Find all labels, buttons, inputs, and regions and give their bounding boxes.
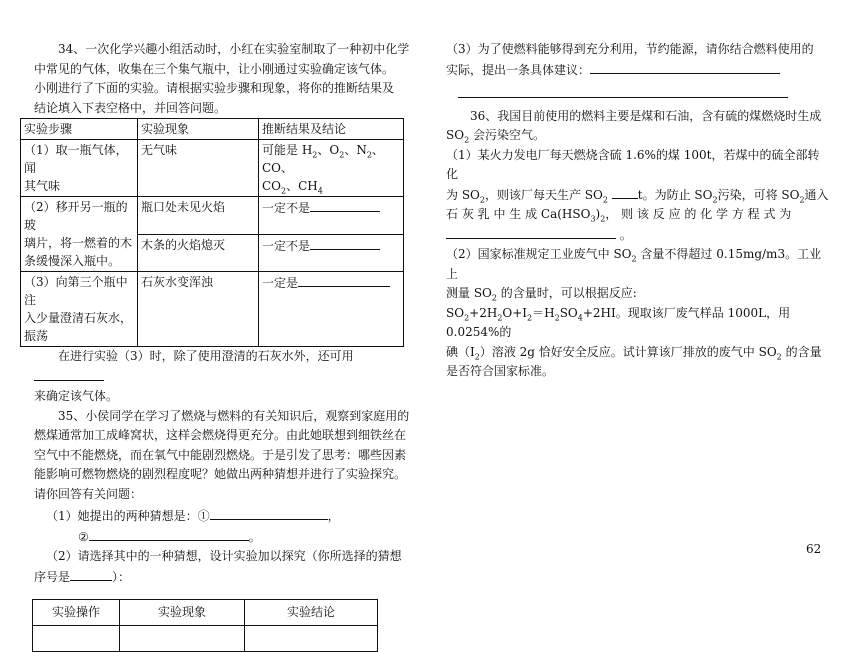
- answer-cell[interactable]: [33, 626, 120, 652]
- q35-3-line3: [446, 84, 830, 105]
- right-column: [446, 40, 830, 382]
- answer-blank[interactable]: [612, 185, 638, 199]
- q35-table: [32, 599, 378, 652]
- q36-p1-line1: （1）某火力发电厂每天燃烧含硫 1.6%的煤 100t，若煤中的硫全部转化: [446, 147, 820, 181]
- q34-table: [20, 118, 404, 347]
- q36-p2-line3: $SO_2+2H_2O+I_2=H_2SO_4+2HI$。现取该厂废气样品 1000L，用 0.0254%的: [446, 305, 791, 339]
- table-row: [21, 272, 404, 347]
- q36-line2: $SO_2$ 会污染空气。: [446, 128, 545, 145]
- phenomenon-cell: 无气味: [138, 140, 259, 197]
- answer-blank[interactable]: [446, 225, 616, 239]
- answer-cell[interactable]: [120, 626, 245, 652]
- q36-p2-line1: （2）国家标准规定工业废气中 $SO_2$ 含量不得超过 0.15mg/m3。工业上: [446, 247, 822, 281]
- q34-intro-line3: 小刚进行了下面的实验。请根据实验步骤和现象，将你的推断结果及: [34, 81, 395, 95]
- q35-line1: 35、小侯同学在学习了燃烧与燃料的有关知识后，观察到家庭用的: [58, 408, 410, 423]
- phenomenon-cell: 瓶口处未见火焰: [138, 197, 259, 235]
- q35-line5: 请你回答有关问题：: [34, 486, 143, 501]
- page-number: 62: [806, 542, 822, 556]
- table-header-row: [33, 600, 378, 626]
- conclusion-cell[interactable]: 一定是: [259, 272, 404, 347]
- header-phenomenon: 实验现象: [138, 119, 259, 140]
- q34-after-line2: 来确定该气体。: [34, 389, 119, 403]
- q36-p2-line2: 测量 $SO_2$ 的含量时，可以根据反应:: [446, 286, 637, 303]
- q35-3-line2: 实际，提出一条具体建议：: [446, 60, 830, 81]
- q34-after-line1: 在进行实验（3）时，除了使用澄清的石灰水外，还可用: [34, 347, 418, 387]
- answer-blank[interactable]: [210, 506, 328, 520]
- phenomenon-cell: 石灰水变浑浊: [138, 272, 259, 347]
- q35-line3: 空气中不能燃烧，而在氧气中能剧烈燃烧。于是引发了思考：哪些因素: [34, 447, 407, 462]
- conclusion-cell[interactable]: 一定不是: [259, 234, 404, 272]
- table-row: [21, 197, 404, 235]
- answer-blank[interactable]: [89, 527, 249, 541]
- step-cell: （3）向第三个瓶中注 入少量澄清石灰水， 振荡: [21, 272, 138, 347]
- step-cell: （2）移开另一瓶的玻 璃片，将一燃着的木 条缓慢深入瓶中。: [21, 197, 138, 272]
- left-column: [24, 40, 418, 652]
- q36-p2-line5: 是否符合国家标准。: [446, 364, 555, 378]
- q35-line2: 燃煤通常加工成峰窝状，这样会燃烧得更充分。由此她联想到细铁丝在: [34, 428, 407, 442]
- table-row: [21, 140, 404, 197]
- answer-cell[interactable]: [245, 626, 378, 652]
- answer-blank[interactable]: [298, 273, 390, 287]
- conclusion-cell[interactable]: 一定不是: [259, 197, 404, 235]
- q34-intro-line1: 34、一次化学兴趣小组活动时，小红在实验室制取了一种初中化学: [58, 42, 410, 56]
- header-operation: 实验操作: [33, 600, 120, 626]
- header-conclusion: 实验结论: [245, 600, 378, 626]
- q36-p1-line3: 石 灰 乳 中 生 成 $Ca(HSO_3)_2$， 则 该 反 应 的 化 学 方 程 式 为: [446, 207, 792, 224]
- answer-blank[interactable]: [590, 60, 780, 74]
- q34-intro-line2: 中常见的气体，收集在三个集气瓶中，让小刚通过实验确定该气体。: [34, 61, 395, 76]
- table-header-row: [21, 119, 404, 140]
- answer-blank[interactable]: [70, 567, 112, 581]
- q35-sub1b: ② 。: [34, 527, 418, 548]
- conclusion-cell: 可能是 $H_2$、$O_2$、$N_2$、CO、 $CO_2$、$CH_4$: [259, 140, 404, 197]
- q35-line4: 能影响可燃物燃烧的剧烈程度呢？她做出两种猜想并进行了实验探究。: [34, 467, 407, 481]
- q36-p2-line4: 碘$(I_2)$溶液 2g 恰好安全反应。试计算该厂排放的废气中 $SO_2$ 的含量: [446, 344, 822, 361]
- answer-blank[interactable]: [310, 198, 380, 212]
- answer-blank[interactable]: [310, 236, 380, 250]
- q35-sub2b: 序号是 ）：: [34, 567, 418, 588]
- q35-sub2a: （2）请选择其中的一种猜想，设计实验加以探究（你所选择的猜想: [46, 549, 402, 563]
- q36-p1-line4: 。: [446, 225, 830, 246]
- phenomenon-cell: 木条的火焰熄灭: [138, 234, 259, 272]
- header-step: 实验步骤: [21, 119, 138, 140]
- q34-intro-line4: 结论填入下表空格中，并回答问题。: [34, 100, 227, 115]
- step-cell: （1）取一瓶气体，闻 其气味: [21, 140, 138, 197]
- answer-blank[interactable]: [458, 84, 788, 98]
- q35-3-line1: （3）为了使燃料能够得到充分利用，节约能源，请你结合燃料使用的: [446, 42, 814, 56]
- table-row[interactable]: [33, 626, 378, 652]
- header-conclusion: 推断结果及结论: [259, 119, 404, 140]
- q36-line1: 36、我国目前使用的燃料主要是煤和石油，含有硫的煤燃烧时生成: [470, 108, 822, 123]
- q36-p1-line2: 为 $SO_2$，则该厂每天生产 $SO_2$ t。为防止 $SO_2$污染，可将 $SO_2$通入: [446, 185, 830, 206]
- answer-blank[interactable]: [34, 367, 104, 381]
- header-phenomenon: 实验现象: [120, 600, 245, 626]
- q35-sub1: （1）她提出的两种猜想是：① ，: [34, 506, 418, 527]
